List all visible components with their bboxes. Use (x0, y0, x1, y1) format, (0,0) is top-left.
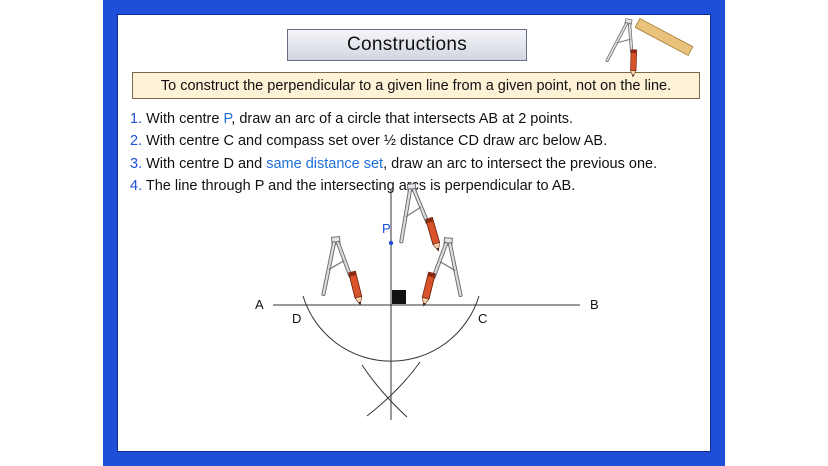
label-d: D (292, 311, 302, 326)
label-p: P (382, 221, 391, 236)
compass-icon (395, 182, 441, 256)
slide-subtitle: To construct the perpendicular to a given line from a given point, not on the line. (132, 72, 700, 99)
right-angle-marker (392, 290, 406, 304)
step-number: 3. (130, 155, 143, 172)
arc-from-c (362, 365, 407, 417)
label-b: B (590, 297, 599, 312)
step-text: The line through P and the intersecting arcs is perpendicular to AB. (145, 177, 576, 194)
step-highlight: P (223, 111, 232, 127)
compass-icon (320, 235, 364, 308)
step-text: With centre (146, 111, 224, 127)
compass-ruler-icon (605, 17, 693, 78)
point-p (389, 241, 393, 245)
arc-from-d (367, 362, 420, 416)
step-text: With centre D and (146, 155, 267, 172)
step-number: 2. (130, 133, 143, 150)
step-text: , draw an arc of a circle that intersects AB at 2 points. (231, 111, 574, 127)
step-text: , draw an arc to intersect the previous one. (383, 155, 658, 172)
label-a: A (255, 297, 264, 312)
step-number: 4. (130, 177, 143, 194)
step-text: With centre C and compass set over ½ distance CD draw arc below AB. (146, 133, 608, 150)
label-c: C (478, 311, 488, 326)
step-number: 1. (130, 111, 143, 127)
step-highlight: same distance set (266, 155, 384, 172)
compass-icon (420, 236, 464, 309)
slide-title: Constructions (287, 29, 527, 61)
